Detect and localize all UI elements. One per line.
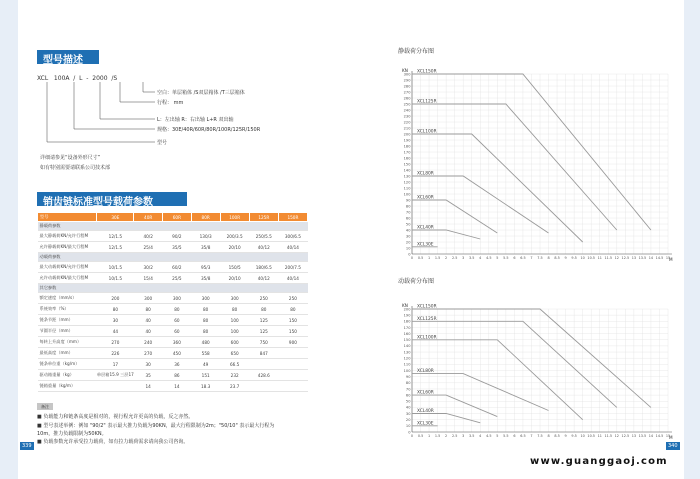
table-group-row (38, 222, 308, 231)
y-tick-label: 20 (405, 418, 411, 422)
x-axis-label: M (669, 435, 673, 440)
table-cell: 40/12 (249, 273, 278, 284)
table-group-label: 动载荷参数 (38, 253, 308, 262)
table-cell: 240 (134, 337, 163, 348)
y-tick-label: 80 (405, 204, 411, 209)
table-row (38, 231, 308, 242)
table-cell: 80 (191, 304, 220, 315)
table-cell: 80 (163, 304, 192, 315)
x-tick-label: 2 (445, 256, 448, 260)
y-tick-label: 40 (405, 405, 411, 410)
x-tick-label: 3 (462, 434, 465, 438)
table-row (38, 348, 308, 359)
table-row (38, 242, 308, 253)
table-cell: 200/3.5 (220, 231, 249, 242)
x-tick-label: 15 (665, 256, 671, 260)
dynamic-load-chart (398, 301, 680, 441)
series-label: XCL150R (417, 304, 437, 310)
x-tick-label: 12.5 (621, 256, 630, 260)
table-row (38, 359, 308, 370)
x-tick-label: 0.5 (417, 256, 424, 260)
table-cell: 25/4 (134, 242, 163, 253)
table-row (38, 337, 308, 348)
x-tick-label: 1.5 (434, 434, 441, 438)
x-tick-label: 0 (410, 434, 414, 438)
x-tick-label: 6 (513, 434, 516, 438)
table-row-label: 最大动载荷KN/允许行程M (38, 262, 97, 273)
x-tick-label: 14 (648, 256, 654, 260)
y-tick-label: 110 (403, 362, 411, 367)
y-tick-label: 110 (403, 186, 411, 191)
table-row (38, 315, 308, 326)
right-page-stripe (684, 0, 700, 479)
x-tick-label: 13.5 (638, 256, 647, 260)
table-cell: 35/8 (191, 273, 220, 284)
x-tick-label: 7.5 (537, 256, 543, 260)
footnote-4: ■ 负载参数允许承受拉力载荷，如有拉力载荷需求请向我公司咨询。 (37, 439, 189, 445)
y-tick-label: 270 (403, 90, 411, 95)
table-cell: 40 (134, 315, 163, 326)
x-tick-label: 2 (445, 434, 448, 438)
table-cell: 750 (249, 337, 278, 348)
x-tick-label: 7 (530, 256, 533, 260)
table-cell: 847 (249, 348, 278, 359)
y-tick-label: 50 (405, 222, 411, 227)
y-axis-label: KN (402, 303, 408, 308)
table-cell: 40/12 (249, 242, 278, 253)
y-tick-label: 40 (405, 228, 411, 233)
x-tick-label: 9.5 (571, 434, 577, 438)
table-cell: 40 (134, 326, 163, 337)
y-tick-label: 200 (403, 307, 411, 312)
footnote-label: 备注 (37, 403, 53, 410)
table-cell: 150 (278, 326, 307, 337)
series-label: XCL40R (417, 225, 434, 231)
table-cell (278, 370, 307, 381)
series-label: XCL80R (417, 369, 434, 375)
table-cell: 35 (134, 370, 163, 381)
table-cell: 250/5.5 (249, 231, 278, 242)
x-tick-label: 15 (665, 434, 671, 438)
table-cell: 180/6.5 (249, 262, 278, 273)
x-tick-label: 8.5 (554, 434, 560, 438)
table-cell: 40/14 (278, 273, 307, 284)
y-tick-label: 90 (405, 374, 411, 379)
table-row (38, 293, 308, 304)
table-cell: 100 (220, 315, 249, 326)
table-group-row (38, 253, 308, 262)
x-tick-label: 5 (496, 434, 499, 438)
x-tick-label: 7.5 (537, 434, 543, 438)
x-tick-label: 4.5 (486, 434, 492, 438)
table-group-label: 静载荷参数 (38, 222, 308, 231)
table-cell: 17 (97, 359, 134, 370)
table-cell: 60/2 (163, 262, 192, 273)
y-tick-label: 60 (405, 216, 411, 221)
table-cell: 150 (278, 315, 307, 326)
y-tick-label: 140 (403, 344, 411, 349)
table-row-label: 链条单位重（kg/m） (38, 359, 97, 370)
x-tick-label: 12 (614, 434, 619, 438)
table-row-label: 系统效率（%） (38, 304, 97, 315)
table-cell: 130/3 (191, 231, 220, 242)
table-header-cell: 型号 (38, 213, 97, 222)
x-tick-label: 14 (648, 434, 654, 438)
y-tick-label: 150 (403, 162, 411, 167)
table-cell: 558 (191, 348, 220, 359)
table-cell: 14 (163, 381, 192, 392)
series-label: XCL30E (417, 421, 434, 427)
table-cell: 单层箱15.9 三层17 (97, 370, 134, 381)
x-tick-label: 8 (547, 256, 550, 260)
table-cell: 270 (97, 337, 134, 348)
table-cell: 23.7 (220, 381, 249, 392)
table-cell: 20/10 (220, 273, 249, 284)
table-cell: 125 (249, 326, 278, 337)
table-header-cell: 150R (278, 213, 307, 222)
table-row-label: 链箱重量（kg/m） (38, 381, 97, 392)
table-cell: 300 (220, 293, 249, 304)
table-cell: 100 (220, 326, 249, 337)
table-row (38, 381, 308, 392)
series-label: XCL100R (417, 335, 437, 341)
table-group-row (38, 284, 308, 293)
table-cell: 270 (134, 348, 163, 359)
table-row-label: 每转上升高度（mm） (38, 337, 97, 348)
y-tick-label: 180 (403, 319, 411, 324)
table-row (38, 370, 308, 381)
y-tick-label: 180 (403, 144, 411, 149)
table-cell: 200/7.5 (278, 262, 307, 273)
y-tick-label: 120 (403, 356, 411, 361)
y-tick-label: 100 (403, 192, 411, 197)
series-label: XCL125R (417, 99, 437, 105)
x-tick-label: 6.5 (520, 256, 526, 260)
y-tick-label: 290 (403, 78, 411, 83)
table-cell: 36 (163, 359, 192, 370)
x-tick-label: 10 (580, 434, 585, 438)
x-tick-label: 5.5 (503, 256, 509, 260)
table-row-label: 允许静载荷KN/最大行程M (38, 242, 97, 253)
y-tick-label: 170 (403, 325, 411, 330)
table-header-cell: 100R (220, 213, 249, 222)
table-cell: 80 (220, 304, 249, 315)
table-cell: 80 (97, 304, 134, 315)
x-axis-label: M (669, 257, 673, 262)
table-row-label: 允许动载荷KN/最大行程M (38, 273, 97, 284)
x-tick-label: 12.5 (621, 434, 630, 438)
x-tick-label: 14.5 (655, 256, 664, 260)
x-tick-label: 11.5 (604, 434, 613, 438)
spec-shaft: L：左出轴 R：右出轴 L+R 双出轴 (157, 117, 234, 123)
table-row-label: 链条节距（mm） (38, 315, 97, 326)
y-tick-label: 70 (405, 210, 411, 215)
table-cell: 200 (97, 293, 134, 304)
table-cell: 450 (163, 348, 192, 359)
table-group-label: 其它参数 (38, 284, 308, 293)
table-cell: 80 (278, 304, 307, 315)
x-tick-label: 7 (530, 434, 533, 438)
x-tick-label: 6 (513, 256, 516, 260)
table-row-label: 额定速度（mm/s） (38, 293, 97, 304)
table-row-label: 最大静载荷KN/允许行程M (38, 231, 97, 242)
table-cell (249, 359, 278, 370)
x-tick-label: 11 (597, 256, 602, 260)
x-tick-label: 3 (462, 256, 465, 260)
footnote-3: 10m，推力负载限制为50KN。 (37, 431, 107, 437)
x-tick-label: 1 (427, 434, 431, 438)
y-tick-label: 10 (405, 424, 411, 429)
static-chart-title: 静载荷分布图 (398, 48, 435, 55)
series-label: XCL30E (417, 242, 434, 248)
table-cell: 80 (191, 315, 220, 326)
table-cell: 151 (191, 370, 220, 381)
table-row-label: 最低高度（mm） (38, 348, 97, 359)
y-tick-label: 80 (405, 381, 411, 386)
table-cell: 18.3 (191, 381, 220, 392)
page-number-right: 340 (668, 443, 678, 449)
y-tick-label: 260 (403, 96, 411, 101)
detail-note-2: 如有特别需要请联系公司技术部 (40, 165, 111, 171)
y-tick-label: 90 (405, 198, 411, 203)
y-tick-label: 120 (403, 180, 411, 185)
table-cell: 25/5 (163, 273, 192, 284)
series-label: XCL150R (417, 69, 437, 75)
table-cell: 90/2 (163, 231, 192, 242)
x-tick-label: 8.5 (554, 256, 560, 260)
table-cell: 49 (191, 359, 220, 370)
x-tick-label: 2.5 (451, 434, 458, 438)
y-tick-label: 190 (403, 313, 411, 318)
y-tick-label: 0 (408, 252, 411, 257)
table-cell: 30/2 (134, 262, 163, 273)
table-cell: 300/6.5 (278, 231, 307, 242)
table-row (38, 273, 308, 284)
x-tick-label: 13 (631, 434, 637, 438)
spec-layers: 空白：单层箱体 /S双层箱体 /T三层箱体 (157, 90, 245, 96)
table-cell: 40/14 (278, 242, 307, 253)
table-cell: 80 (249, 304, 278, 315)
y-tick-label: 100 (403, 368, 411, 373)
table-cell: 44 (97, 326, 134, 337)
table-row-label: 节圆半径（mm） (38, 326, 97, 337)
table-cell: 600 (220, 337, 249, 348)
table-cell: 250 (249, 293, 278, 304)
table-header-cell: 30E (97, 213, 134, 222)
table-cell: 900 (278, 337, 307, 348)
section-title-load: 销齿链标准型号载荷参数 (37, 192, 187, 206)
table-cell: 125 (249, 315, 278, 326)
table-cell: 14 (134, 381, 163, 392)
table-cell (278, 381, 307, 392)
table-row (38, 304, 308, 315)
x-tick-label: 2.5 (451, 256, 458, 260)
y-tick-label: 30 (405, 411, 411, 416)
x-tick-label: 4.5 (486, 256, 492, 260)
spec-model: 型号 (157, 140, 168, 146)
table-cell: 15/4 (134, 273, 163, 284)
y-axis-label: KN (402, 68, 408, 73)
y-tick-label: 130 (403, 174, 411, 179)
table-cell: 35/5 (163, 242, 192, 253)
spec-stroke: 行程： mm (157, 100, 184, 106)
table-cell: 300 (191, 293, 220, 304)
footnote-2: ■ 型号表述举例：例如 "90/2" 表示最大推力负载为90KN，最大行程限制为2m；"50/10" 表示最大行程为 (37, 423, 275, 429)
y-tick-label: 130 (403, 350, 411, 355)
y-tick-label: 250 (403, 102, 411, 107)
x-tick-label: 9 (564, 256, 567, 260)
section-title-model: 型号描述 (37, 50, 99, 64)
series-label: XCL60R (417, 390, 434, 396)
dynamic-chart-title: 动载荷分布图 (398, 278, 435, 285)
table-cell: 428.6 (249, 370, 278, 381)
table-cell: 10/1.5 (97, 262, 134, 273)
table-cell: 95/3 (191, 262, 220, 273)
x-tick-label: 1 (427, 256, 431, 260)
page-number-left: 339 (22, 443, 32, 449)
x-tick-label: 1.5 (434, 256, 441, 260)
x-tick-label: 14.5 (655, 434, 664, 438)
table-cell: 10/1.5 (97, 273, 134, 284)
detail-note-1: 详细请参见“设备外形尺寸” (40, 155, 101, 161)
table-cell (249, 381, 278, 392)
table-cell: 12/1.5 (97, 242, 134, 253)
table-cell: 300 (134, 293, 163, 304)
footnote-1: ■ 负载能力和链条高度是相对的，视行程允许更高的负载，反之亦然。 (37, 414, 194, 420)
x-tick-label: 5 (496, 256, 499, 260)
y-tick-label: 70 (405, 387, 411, 392)
series-label: XCL40R (417, 409, 434, 415)
model-code: XCL 100A / L - 2000 /S (37, 75, 118, 82)
table-row-label: 驱动箱重量（kg） (38, 370, 97, 381)
table-cell: 650 (220, 348, 249, 359)
x-tick-label: 0 (410, 256, 414, 260)
table-header-cell: 40R (134, 213, 163, 222)
table-cell: 86 (163, 370, 192, 381)
table-cell: 60 (163, 315, 192, 326)
table-cell: 35/8 (191, 242, 220, 253)
table-cell: 80 (191, 326, 220, 337)
y-tick-label: 200 (403, 132, 411, 137)
series-label: XCL100R (417, 129, 437, 135)
y-tick-label: 220 (403, 120, 411, 125)
table-cell: 232 (220, 370, 249, 381)
table-row (38, 262, 308, 273)
x-tick-label: 3.5 (469, 434, 475, 438)
x-tick-label: 4 (479, 256, 482, 260)
watermark-url: www.guanggaoj.com (530, 456, 668, 467)
table-row (38, 326, 308, 337)
y-tick-label: 210 (403, 126, 411, 131)
y-tick-label: 160 (403, 156, 411, 161)
table-cell: 80 (134, 304, 163, 315)
x-tick-label: 13 (631, 256, 637, 260)
static-load-chart (398, 66, 680, 263)
table-header-cell: 80R (191, 213, 220, 222)
x-tick-label: 5.5 (503, 434, 509, 438)
table-cell (97, 381, 134, 392)
y-tick-label: 140 (403, 168, 411, 173)
x-tick-label: 10 (580, 256, 585, 260)
y-tick-label: 280 (403, 84, 411, 89)
y-tick-label: 50 (405, 399, 411, 404)
x-tick-label: 6.5 (520, 434, 526, 438)
x-tick-label: 10.5 (587, 256, 595, 260)
y-tick-label: 150 (403, 338, 411, 343)
x-tick-label: 9 (564, 434, 567, 438)
series-label: XCL60R (417, 195, 434, 201)
load-parameter-table (37, 212, 308, 392)
x-tick-label: 11 (597, 434, 602, 438)
table-cell (278, 348, 307, 359)
table-cell: 66.5 (220, 359, 249, 370)
x-tick-label: 3.5 (469, 256, 475, 260)
table-cell: 30 (97, 315, 134, 326)
model-code-leader-lines (37, 82, 172, 152)
x-tick-label: 12 (614, 256, 619, 260)
table-cell: 20/10 (220, 242, 249, 253)
spec-size: 规格：30E/40R/60R/80R/100R/125R/150R (157, 127, 261, 133)
y-tick-label: 10 (405, 246, 411, 251)
table-cell: 150/5 (220, 262, 249, 273)
y-tick-label: 230 (403, 114, 411, 119)
table-cell: 226 (97, 348, 134, 359)
y-tick-label: 190 (403, 138, 411, 143)
series-label: XCL80R (417, 171, 434, 177)
table-header-cell: 60R (163, 213, 192, 222)
y-tick-label: 240 (403, 108, 411, 113)
series-label: XCL125R (417, 316, 437, 322)
y-tick-label: 0 (408, 430, 411, 435)
table-cell: 60 (163, 326, 192, 337)
y-tick-label: 60 (405, 393, 411, 398)
table-cell: 12/1.5 (97, 231, 134, 242)
y-tick-label: 30 (405, 234, 411, 239)
table-header-cell: 125R (249, 213, 278, 222)
x-tick-label: 4 (479, 434, 482, 438)
table-cell: 30 (134, 359, 163, 370)
table-cell (278, 359, 307, 370)
x-tick-label: 11.5 (604, 256, 613, 260)
x-tick-label: 8 (547, 434, 550, 438)
y-tick-label: 20 (405, 240, 411, 245)
table-cell: 300 (163, 293, 192, 304)
table-cell: 40/2 (134, 231, 163, 242)
table-cell: 480 (191, 337, 220, 348)
table-cell: 360 (163, 337, 192, 348)
y-tick-label: 300 (403, 72, 411, 77)
y-tick-label: 170 (403, 150, 411, 155)
table-cell: 250 (278, 293, 307, 304)
x-tick-label: 13.5 (638, 434, 647, 438)
x-tick-label: 9.5 (571, 256, 577, 260)
left-page-stripe (0, 0, 18, 479)
x-tick-label: 10.5 (587, 434, 595, 438)
x-tick-label: 0.5 (417, 434, 424, 438)
y-tick-label: 160 (403, 331, 411, 336)
